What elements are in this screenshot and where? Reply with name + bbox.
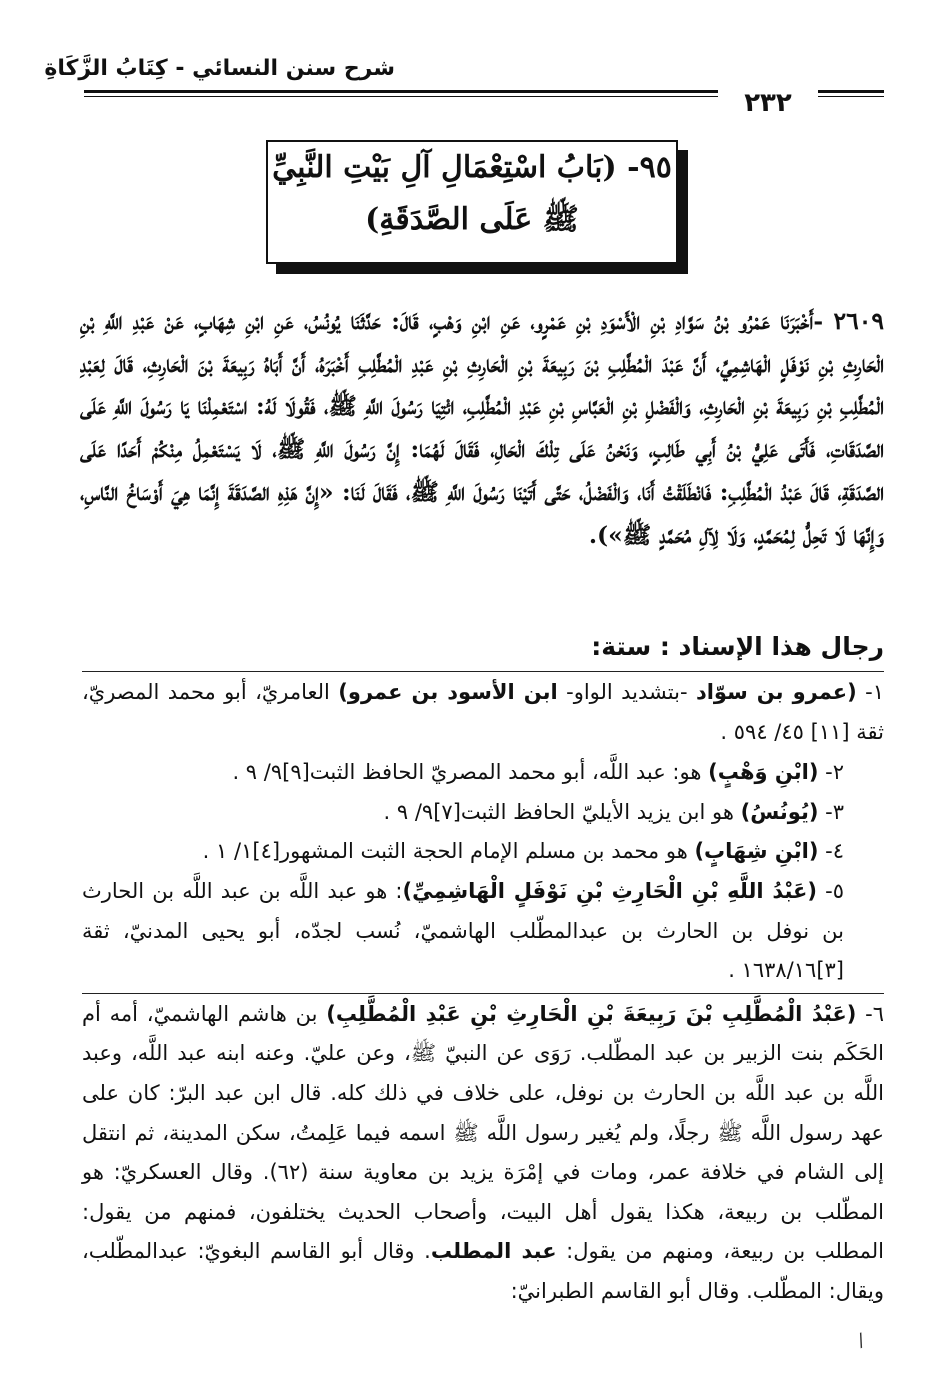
hadith-text [80, 300, 884, 556]
narrator-details: هو: عبد اللَّه، أبو محمد المصريّ الحافظ الثبت[٩]٩/ ٩ . [232, 760, 709, 785]
narrator-entry-6 [82, 995, 884, 1312]
narrator-details-continued: . وقال أبو القاسم البغويّ: عبدالمطّلب، ويقال: المطّلب. وقال أبو القاسم الطبرانيّ: [82, 1239, 884, 1303]
narrator-note: -بتشديد الواو- [557, 680, 696, 704]
scan-mark: / [854, 1329, 868, 1352]
narrator-number: ١- [856, 680, 884, 704]
narrators-list [82, 673, 884, 1312]
hadith-number: ٢٦٠٩ [833, 307, 884, 335]
narrator-name-continued: ابن الأسود بن عمرو) [338, 680, 558, 704]
running-title: شرح سنن النسائي - كِتَابُ الزَّكَاةِ [44, 56, 395, 81]
narrator-entry-5 [82, 872, 884, 991]
separator-rule [82, 993, 884, 994]
narrator-number: ٤- [818, 839, 844, 864]
narrator-name: (ابْنِ وَهْبٍ) [708, 760, 819, 785]
narrators-heading: رجال هذا الإسناد : ستة: [591, 632, 884, 661]
narrator-details: هو محمد بن مسلم الإمام الحجة الثبت المشهور[٤]١/ ١ . [202, 839, 695, 864]
narrator-alt-name: عبد المطلب [430, 1239, 557, 1264]
narrator-name: (ابْنِ شِهَابٍ) [694, 839, 819, 864]
narrator-details: : هو عبد اللَّه بن عبد اللَّه بن الحارث بن نوفل بن الحارث بن عبدالمطّلب الهاشميّ، نُسب لجدّه، أبو يحيى المدنيّ، ثقة [٣]١٦٣٨/١٦ . [82, 878, 844, 983]
chapter-title-line-2: ﷺ عَلَى الصَّدَقَةِ) [365, 202, 579, 237]
narrator-name: (عمرو بن سوّاد [695, 680, 857, 704]
page-number: ٢٣٢ [718, 88, 818, 118]
separator-rule [82, 671, 884, 672]
narrator-number: ٦- [856, 1001, 884, 1026]
narrator-number: ٥- [817, 878, 844, 903]
narrator-number: ٣- [818, 799, 844, 824]
chapter-title-line-1: ٩٥- (بَابُ اسْتِعْمَالِ آلِ بَيْتِ النَّبِيِّ [272, 150, 672, 185]
narrator-number: ٢- [818, 760, 844, 785]
narrator-entry-3 [82, 793, 884, 833]
narrator-entry-2 [82, 753, 884, 793]
chapter-title-box [266, 140, 678, 264]
narrator-details: بن هاشم الهاشميّ، أمه أم الحَكَم بنت الزبير بن عبد المطّلب. رَوَى عن النبيّ ﷺ، وعن عليّ. وعنه ابنه عبد اللَّه، وعبد اللَّه بن عبد اللَّه بن الحارث بن نوفل، على خلاف في ذلك كله. قال ابن عبد البرّ: كان على عهد رسول اللَّه ﷺ رجلًا، ولم يُغير رسول اللَّه ﷺ اسمه فيما عَلِمتُ، سكن المدينة، ثم انتقل إلى الشام في خلافة عمر، ومات في إمْرَة يزيد بن معاوية سنة (٦٢). وقال العسكريّ: هو المطّلب بن ربيعة، هكذا يقول أهل البيت، وأصحاب الحديث يختلفون، فمنهم من يقول: المطلب بن ربيعة، ومنهم من يقول: [82, 1001, 884, 1264]
narrator-entry-4 [82, 832, 884, 872]
narrator-name: (عَبْدُ اللَّهِ بْنِ الْحَارِثِ بْنِ نَوْفَلٍ الْهَاشِمِيِّ) [402, 878, 817, 903]
narrator-details: العامريّ، أبو محمد المصريّ، ثقة [١١] ٤٥/ ٥٩٤ . [82, 680, 884, 744]
narrator-details: هو ابن يزيد الأيليّ الحافظ الثبت[٧]٩/ ٩ . [383, 799, 741, 824]
narrator-name: (عَبْدُ الْمُطَّلِبِ بْنَ رَبِيعَةَ بْنِ الْحَارِثِ بْنِ عَبْدِ الْمُطَّلِبِ) [326, 1001, 857, 1026]
hadith-body: -أَخْبَرَنَا عَمْرُو بْنُ سَوَّادِ بْنِ الْأَسْوَدِ بْنِ عَمْرٍو، عَنِ ابْنِ وَهْبٍ، قَالَ: حَدَّثَنَا يُونُسُ، عَنِ ابْنِ شِهَابٍ، عَنْ عَبْدِ اللَّهِ بْنِ الْحَارِثِ بْنِ نَوْفَلٍ الْهَاشِمِيِّ، أَنَّ عَبْدَ الْمُطَّلِبِ بْنَ رَبِيعَةَ بْنِ الْحَارِثِ بْنِ عَبْدِ الْمُطَّلِبِ أَخْبَرَهُ، أَنَّ أَبَاهُ رَبِيعَةَ بْنَ الْحَارِثِ، قَالَ لِعَبْدِ الْمُطَّلِبِ بْنِ رَبِيعَةَ بْنِ الْحَارِثِ، وَالْفَضْلِ بْنِ الْعَبَّاسِ بْنِ عَبْدِ الْمُطَّلِبِ، ائْتِيَا رَسُولَ اللَّهِ ﷺ، فَقُولَا لَهُ: اسْتَعْمِلْنَا يَا رَسُولَ اللَّهِ عَلَى الصَّدَقَاتِ، فَأَتَى عَلِيُّ بْنُ أَبِي طَالِبٍ، وَنَحْنُ عَلَى تِلْكَ الْحَالِ، فَقَالَ لَهُمَا: إِنَّ رَسُولَ اللَّهِ ﷺ، لَا يَسْتَعْمِلُ مِنْكُمْ أَحَدًا عَلَى الصَّدَقَةِ، قَالَ عَبْدُ الْمُطَّلِبِ: فَانْطَلَقْتُ أَنَا، وَالْفَضْلُ، حَتَّى أَتَيْنَا رَسُولَ اللَّهِ ﷺ، فَقَالَ لَنَا: «إِنَّ هَذِهِ الصَّدَقَةَ إِنَّمَا هِيَ أَوْسَاخُ النَّاسِ، وَإِنَّهَا لَا تَحِلُّ لِمُحَمَّدٍ، وَلَا لِآلِ مُحَمَّدٍ ﷺ»). [80, 307, 884, 549]
narrator-entry-1 [82, 673, 884, 752]
narrator-name: (يُونُسُ) [740, 799, 819, 824]
